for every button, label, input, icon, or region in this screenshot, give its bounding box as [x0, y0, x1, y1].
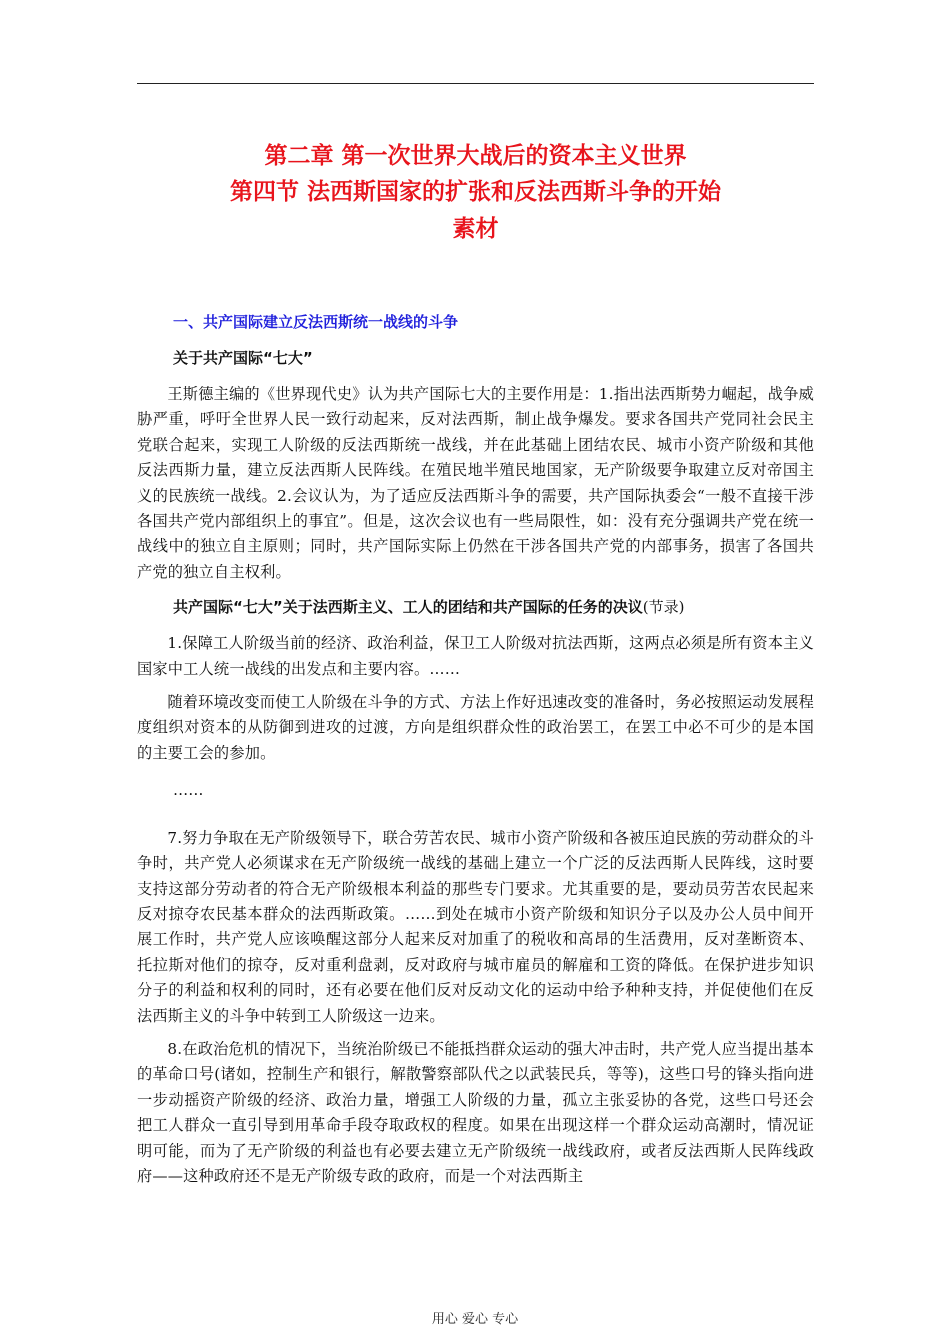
- subheading-resolution: [173, 593, 814, 621]
- section-heading: 一、共产国际建立反法西斯统一战线的斗争: [173, 313, 459, 331]
- paragraph-point-1: 1.保障工人阶级当前的经济、政治利益，保卫工人阶级对抗法西斯，这两点必须是所有资本主义国家中工人统一战线的出发点和主要内容。……: [137, 634, 814, 678]
- document-body: [137, 308, 814, 1197]
- paragraph-transition: 随着环境改变而使工人阶级在斗争的方式、方法上作好迅速改变的准备时，务必按照运动发展程度组织对资本的从防御到进攻的过渡，方向是组织群众性的政治罢工，在罢工中必不可少的是本国的主要工会的参加。: [137, 693, 814, 762]
- section-title: 第四节 法西斯国家的扩张和反法西斯斗争的开始: [229, 179, 721, 205]
- paragraph-point-7: 7.努力争取在无产阶级领导下，联合劳苦农民、城市小资产阶级和各被压迫民族的劳动群众的斗争时，共产党人必须谋求在无产阶级统一战线的基础上建立一个广泛的反法西斯人民阵线，这时要支持这部分劳动者的符合无产阶级根本利益的那些专门要求。尤其重要的是，要动员劳苦农民起来反对掠夺农民基本群众的法西斯政策。……到处在城市小资产阶级和知识分子以及办公人员中间开展工作时，共产党人应该唤醒这部分人起来反对加重了的税收和高昂的生活费用，反对垄断资本、托拉斯对他们的掠夺，反对重利盘剥，反对政府与城市雇员的解雇和工资的降低。在保护进步知识分子的利益和权利的同时，还有必要在他们反对反动文化的运动中给予种种支持，并促使他们在反法西斯主义的斗争中转到工人阶级这一边来。: [137, 828, 814, 1025]
- paragraph-point-8: 8.在政治危机的情况下，当统治阶级已不能抵挡群众运动的强大冲击时，共产党人应当提出基本的革命口号(诸如，控制生产和银行，解散警察部队代之以武装民兵，等等)，这些口号的锋头指向进一步动摇资产阶级的经济、政治力量，增强工人阶级的力量，孤立主张妥协的各党，这些口号还会把工人群众一直引导到用革命手段夺取政权的程度。如果在出现这样一个群众运动高潮时，情况证明可能，而为了无产阶级的利益也有必要去建立无产阶级统一战线政府，或者反法西斯人民阵线政府——这种政府还不是无产阶级专政的政府，而是一个对法西斯主: [137, 1039, 814, 1185]
- page-footer: 用心 爱心 专心: [431, 1312, 519, 1327]
- excerpt-note: (节录): [642, 598, 685, 617]
- title-block: [137, 138, 814, 247]
- header-rule: [137, 83, 814, 84]
- paragraph-intro: 王斯德主编的《世界现代史》认为共产国际七大的主要作用是：1.指出法西斯势力崛起，战争威胁严重，呼吁全世界人民一致行动起来，反对法西斯，制止战争爆发。要求各国共产党同社会民主党联合起来，实现工人阶级的反法西斯统一战线，并在此基础上团结农民、城市小资产阶级和其他反法西斯力量，建立反法西斯人民阵线。在殖民地半殖民地国家，无产阶级要争取建立反对帝国主义的民族统一战线。2.会议认为，为了适应反法西斯斗争的需要，共产国际执委会“一般不直接干涉各国共产党内部组织上的事宜”。但是，这次会议也有一些局限性，如：没有充分强调共产党在统一战线中的独立自主原则；同时，共产国际实际上仍然在干涉各国共产党的内部事务，损害了各国共产党的独立自主权利。: [137, 385, 814, 581]
- material-title: 素材: [452, 216, 499, 242]
- subheading-seventh-congress: 关于共产国际“七大”: [173, 349, 313, 367]
- chapter-title: 第二章 第一次世界大战后的资本主义世界: [264, 143, 687, 169]
- resolution-title: 共产国际“七大”关于法西斯主义、工人的团结和共产国际的任务的决议: [173, 598, 643, 617]
- ellipsis: ……: [173, 781, 204, 800]
